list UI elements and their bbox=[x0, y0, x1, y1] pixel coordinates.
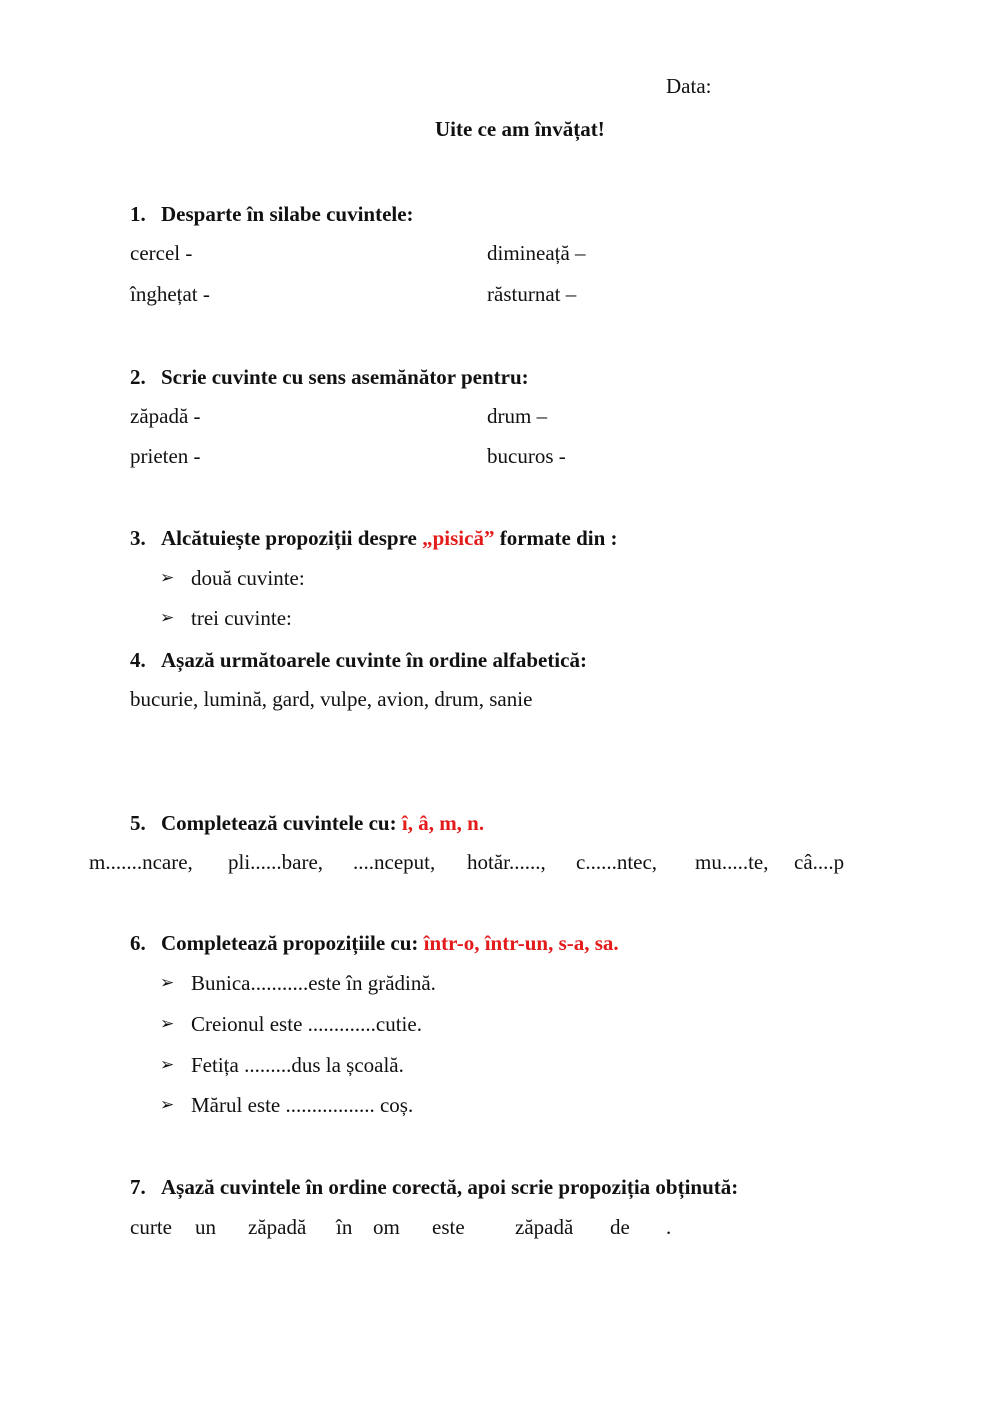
exercise-3-instruction: Alcătuiește propoziții despre bbox=[161, 526, 423, 550]
ex5-item: mu.....te, bbox=[695, 850, 769, 874]
arrowhead-bullet-icon: ➢ bbox=[160, 1095, 175, 1115]
ex6-bullet-text: Creionul este .............cutie. bbox=[191, 1012, 422, 1036]
exercise-4-heading bbox=[130, 650, 587, 671]
ex1-word: răsturnat – bbox=[487, 282, 577, 306]
ex4-word-list: bucurie, lumină, gard, vulpe, avion, drum, sanie bbox=[130, 687, 533, 711]
ex2-word: drum – bbox=[487, 404, 548, 428]
ex5-item: c......ntec, bbox=[576, 850, 658, 874]
ex6-bullet-text: Bunica...........este în grădină. bbox=[191, 971, 436, 995]
exercise-6-highlight: într-o, într-un, s-a, sa. bbox=[423, 931, 619, 955]
exercise-6-number: 6. bbox=[130, 931, 146, 955]
ex5-item: hotăr......, bbox=[467, 850, 546, 874]
ex5-item: ....nceput, bbox=[353, 850, 436, 874]
ex2-word: bucuros - bbox=[487, 444, 566, 468]
exercise-2-instruction: Scrie cuvinte cu sens asemănător pentru: bbox=[161, 365, 529, 389]
date-label: Data: bbox=[666, 74, 712, 98]
exercise-3-instruction-end: formate din : bbox=[494, 526, 618, 550]
ex2-word: prieten - bbox=[130, 444, 201, 468]
ex6-bullet-text: Mărul este ................. coș. bbox=[191, 1093, 414, 1117]
ex7-word: de bbox=[610, 1215, 630, 1239]
ex5-item: m.......ncare, bbox=[89, 850, 193, 874]
exercise-6-heading bbox=[130, 933, 619, 954]
arrowhead-bullet-icon: ➢ bbox=[160, 1055, 175, 1075]
ex7-word: un bbox=[195, 1215, 216, 1239]
page-title: Uite ce am învățat! bbox=[435, 117, 605, 141]
exercise-7-heading bbox=[130, 1177, 738, 1198]
exercise-3-heading bbox=[130, 528, 618, 549]
ex7-word: . bbox=[666, 1215, 672, 1239]
exercise-5-number: 5. bbox=[130, 811, 146, 835]
exercise-2-number: 2. bbox=[130, 365, 146, 389]
ex1-word: înghețat - bbox=[130, 282, 210, 306]
exercise-2-heading bbox=[130, 367, 529, 388]
exercise-7-instruction: Așază cuvintele în ordine corectă, apoi scrie propoziția obținută: bbox=[161, 1175, 739, 1199]
ex7-word: zăpadă bbox=[515, 1215, 574, 1239]
exercise-3-number: 3. bbox=[130, 526, 146, 550]
exercise-5-instruction: Completează cuvintele cu: bbox=[161, 811, 402, 835]
exercise-4-number: 4. bbox=[130, 648, 146, 672]
exercise-5-highlight: î, â, m, n. bbox=[401, 811, 485, 835]
exercise-1-instruction: Desparte în silabe cuvintele: bbox=[161, 202, 414, 226]
exercise-7-number: 7. bbox=[130, 1175, 146, 1199]
ex2-word: zăpadă - bbox=[130, 404, 201, 428]
arrowhead-bullet-icon: ➢ bbox=[160, 973, 175, 993]
ex7-word: zăpadă bbox=[248, 1215, 307, 1239]
ex3-bullet-text: două cuvinte: bbox=[191, 566, 305, 590]
ex7-word: curte bbox=[130, 1215, 172, 1239]
exercise-5-heading bbox=[130, 813, 484, 834]
ex1-word: cercel - bbox=[130, 241, 193, 265]
arrowhead-bullet-icon: ➢ bbox=[160, 608, 175, 628]
ex7-word: este bbox=[432, 1215, 465, 1239]
ex1-word: dimineață – bbox=[487, 241, 586, 265]
ex5-item: pli......bare, bbox=[228, 850, 324, 874]
ex6-bullet-text: Fetița .........dus la școală. bbox=[191, 1053, 404, 1077]
arrowhead-bullet-icon: ➢ bbox=[160, 568, 175, 588]
ex5-item: câ....p bbox=[794, 850, 845, 874]
ex7-word: în bbox=[336, 1215, 353, 1239]
ex3-bullet-text: trei cuvinte: bbox=[191, 606, 292, 630]
ex7-word: om bbox=[373, 1215, 400, 1239]
exercise-6-instruction: Completează propozițiile cu: bbox=[161, 931, 424, 955]
exercise-4-instruction: Așază următoarele cuvinte în ordine alfabetică: bbox=[161, 648, 587, 672]
exercise-1-heading bbox=[130, 204, 414, 225]
exercise-1-number: 1. bbox=[130, 202, 146, 226]
exercise-3-highlight: „pisică” bbox=[422, 526, 495, 550]
arrowhead-bullet-icon: ➢ bbox=[160, 1014, 175, 1034]
